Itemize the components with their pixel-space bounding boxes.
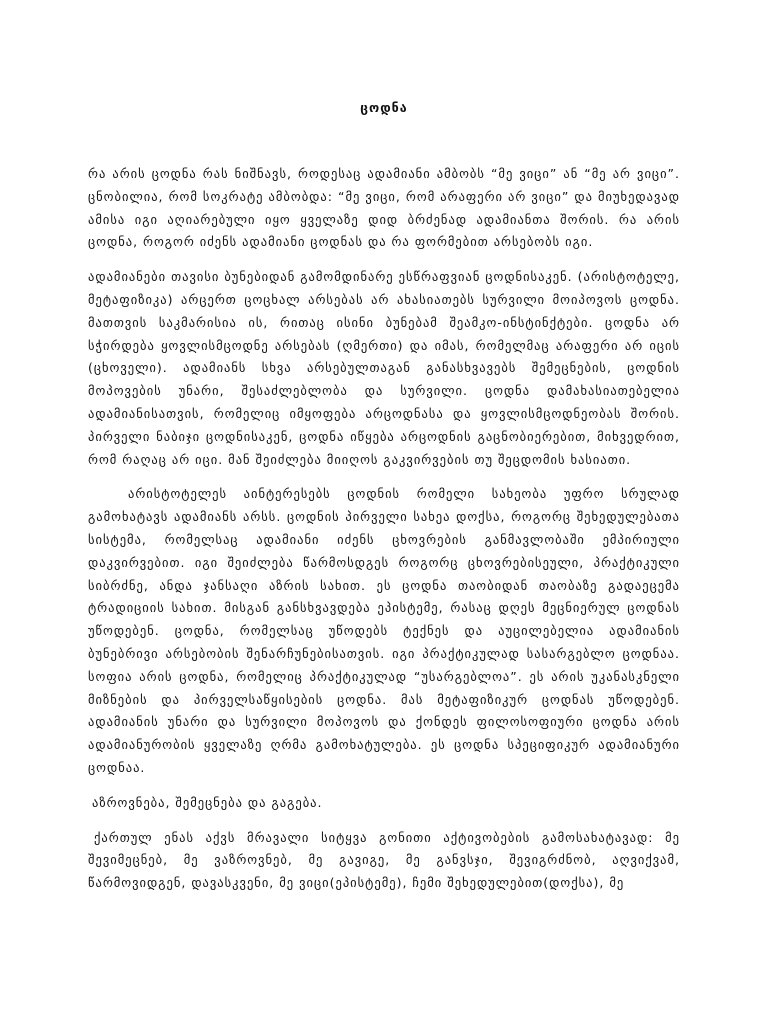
paragraph-aristotle: არისტოტელეს აინტერესებს ცოდნის რომელი სახეობა უფრო სრულად გამოხატავს ადამიანს არსს. ცოდნის პირველი სახეა დოქსა, როგორც შეხედულებათა სისტემა, რომელსაც ადამიანი იძენს ცხოვრების განმავლობაში ემპირიული დაკვირვებით. იგი შეიძლება წარმოსდგეს როგორც ცხოვრებისეული, პრაქტიკული სიბრძნე, ანდა ჯანსაღი აზრის სახით. ეს ცოდნა თაობიდან თაობაზე გადაეცემა ტრადიციის სახით. მისგან განსხვავდება ეპისტემე, რასაც დღეს მეცნიერულ ცოდნას უწოდებენ. ცოდნა, რომელსაც უწოდებს ტექნეს და აუცილებელია ადამიანის ბუნებრივი არსებობის შენარჩუნებისათვის. იგი პრაქტიკულად სასარგებლო ცოდნაა. სოფია არის ცოდნა, რომელიც პრაქტიკულად “უსარგებლოა”. ეს არის უკანასკნელი მიზნების და პირველსაწყისების ცოდნა. მას მეტაფიზიკურ ცოდნას უწოდებენ. ადამიანის უნარი და სურვილი მოპოვოს და ქონდეს ფილოსოფიური ცოდნა არის ადამიანურობის ყველაზე ღრმა გამოხატულება. ეს ცოდნა სპეციფიკურ ადამიანური ცოდნაა. bbox=[88, 486, 680, 775]
page-title: ცოდნა bbox=[360, 100, 408, 115]
document-body bbox=[88, 163, 680, 907]
paragraph-intro: რა არის ცოდნა რას ნიშნავს, როდესაც ადამიანი ამბობს “მე ვიცი” ან “მე არ ვიცი”. ცნობილია, რომ სოკრატე ამბობდა: “მე ვიცი, რომ არაფერი არ ვიცი” და მიუხედავად ამისა იგი აღიარებული იყო ყველაზე დიდ ბრძენად ადამიანთა შორის. რა არის ცოდნა, როგორ იძენს ადამიანი ცოდნას და რა ფორმებით არსებობს იგი. bbox=[88, 166, 680, 250]
paragraph-georgian-words: ქართულ ენას აქვს მრავალი სიტყვა გონითი აქტივობების გამოსახატავად: მე შევიმეცნებ, მე ვაზროვნებ, მე გავიგე, მე განვსჯი, შევიგრძნობ, აღვიქვამ, წარმოვიდგენ, დავასკვენი, მე ვიცი(ეპისტემე), ჩემი შეხედულებით(დოქსა), მე bbox=[88, 829, 680, 891]
paragraph-nature: ადამიანები თავისი ბუნებიდან გამომდინარე ესწრაფვიან ცოდნისაკენ. (არისტოტელე, მეტაფიზიკა) არცერთ ცოცხალ არსებას არ ახასიათებს სურვილი მოიპოვოს ცოდნა. მათთვის საკმარისია ის, რითაც ისინი ბუნებამ შეამკო-ინსტინქტები. ცოდნა არ სჭირდება ყოვლისმცოდნე არსებას (ღმერთი) და იმას, რომელმაც არაფერი არ იცის (ცხოველი). ადამიანს სხვა არსებულთაგან განასხვავებს შემეცნების, ცოდნის მოპოვების უნარი, შესაძლებლობა და სურვილი. ცოდნა დამახასიათებელია ადამიანისათვის, რომელიც იმყოფება არცოდნასა და ყოვლისმცოდნეობას შორის. პირველი ნაბიჯი ცოდნისაკენ, ცოდნა იწყება არცოდნის გაცნობიერებით, მიხვედრით, რომ რაღაც არ იცი. მან შეიძლება მიიღოს გაკვირვების თუ შეცდომის ხასიათი. bbox=[88, 269, 680, 467]
section-heading: აზროვნება, შემეცნება და გაგება. bbox=[92, 794, 323, 810]
